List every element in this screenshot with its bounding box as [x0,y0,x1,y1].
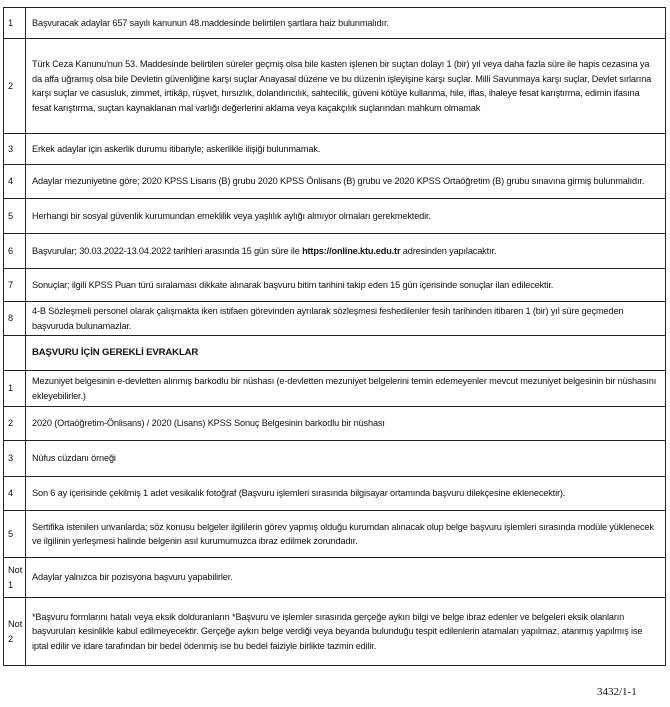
row-number: 3 [4,134,26,165]
application-url-link[interactable]: https://online.ktu.edu.tr [302,245,401,256]
row-number: 3 [4,441,26,477]
row-text: Herhangi bir sosyal güvenlik kurumundan emeklilik veya yaşlılık aylığı almıyor olmaları gerekmektedir. [26,199,666,234]
table-row [4,511,666,558]
row-text: Başvuracak adaylar 657 sayılı kanunun 48.maddesinde belirtilen şartlara haiz bulunmalıdır. [26,8,666,39]
row-text: 4-B Sözleşmeli personel olarak çalışmakta iken istifaen görevinden ayrılarak sözleşmesi feshedilenler fesih tarihinden itibaren 1 (bir) yıl süre geçmeden başvuruda bulunamazlar. [26,302,666,336]
row-text: Erkek adaylar için askerlik durumu itibariyle; askerlikle ilişiği bulunmamak. [26,134,666,165]
row-number: 7 [4,269,26,302]
row-number: 1 [4,8,26,39]
table-row [4,39,666,134]
table-row [4,302,666,336]
row-text: Sertifika istenilen unvanlarda; söz konusu belgeler ilgililerin görev yapmış olduğu kurumdan alınacak olup belge başvuru işlemleri sırasında modüle yüklenecek ve ilgilinin yerleşmesi halinde belgenin asıl kurumumuzca ibraz edilmek zorundadır. [26,511,666,558]
table-row [4,269,666,302]
row-number: 5 [4,199,26,234]
section-heading-row [4,336,666,371]
row-text: Nüfus cüzdanı örneği [26,441,666,477]
table-row [4,134,666,165]
row-number: 1 [4,371,26,407]
note-text: Adaylar yalnızca bir pozisyona başvuru yapabilirler. [26,558,666,598]
table-row [4,199,666,234]
note-label: Not 2 [4,598,26,666]
row-text [26,234,666,269]
row-number: 4 [4,165,26,199]
row-text: Son 6 ay içerisinde çekilmiş 1 adet vesikalık fotoğraf (Başvuru işlemleri sırasında bilgisayar ortamında başvuru dilekçesine eklenecektir). [26,477,666,511]
documents-heading: BAŞVURU İÇİN GEREKLİ EVRAKLAR [26,336,666,371]
text-before-url: Başvurular; 30.03.2022-13.04.2022 tarihleri arasında 15 gün süre ile [32,245,303,256]
row-text: 2020 (Ortaöğretim-Önlisans) / 2020 (Lisans) KPSS Sonuç Belgesinin barkodlu bir nüshası [26,407,666,441]
table-row [4,165,666,199]
row-number: 8 [4,302,26,336]
note-text: *Başvuru formlarını hatalı veya eksik dolduranların *Başvuru ve işlemler sırasında gerçeğe aykırı bilgi ve belge ibraz edenler ve belgeleri eksik olanların başvuruları kesinlikle kabul edilmeyecektir. Gerçeğe aykırı belge verdiği veya beyanda bulunduğu tespit edilenlerin atamaları yapılmaz, atanmış yapılmış ise iptal edilir ve idare tarafından bir bedel ödenmiş ise bu bedel faiziyle birlikte tazmin edilir. [26,598,666,666]
table-row [4,477,666,511]
table-row [4,8,666,39]
row-text: Mezuniyet belgesinin e-devletten alınmış barkodlu bir nüshası (e-devletten mezuniyet belgelerini temin edemeyenler mevcut mezuniyet belgesinin bir nüshasını ekleyebilirler.) [26,371,666,407]
row-text: Adaylar mezuniyetine göre; 2020 KPSS Lisans (B) grubu 2020 KPSS Önlisans (B) grubu ve 2020 KPSS Ortaöğretim (B) grubu sınavına girmiş bulunmalıdır. [26,165,666,199]
row-text: Sonuçlar; ilgili KPSS Puan türü sıralaması dikkate alınarak başvuru bitim tarihini takip eden 15 gün içerisinde sonuçlar ilan edilecektir. [26,269,666,302]
table-row [4,441,666,477]
row-number: 2 [4,39,26,134]
requirements-table [3,7,666,666]
row-number: 6 [4,234,26,269]
row-number [4,336,26,371]
row-number: 5 [4,511,26,558]
note-row [4,598,666,666]
table-row [4,371,666,407]
note-label: Not 1 [4,558,26,598]
row-number: 4 [4,477,26,511]
table-row [4,234,666,269]
row-text: Türk Ceza Kanunu'nun 53. Maddesinde belirtilen süreler geçmiş olsa bile kasten işlenen bir suçtan dolayı 1 (bir) yıl veya daha fazla süre ile hapis cezasına ya da affa uğramış olsa bile Devletin güvenliğine karşı suçlar Anayasal düzene ve bu düzenin işleyişine karşı suçlar. Milli Savunmaya karşı suçlar, Devlet sırlarına karşı suçlar ve casusluk, zimmet, irtikâp, rüşvet, hırsızlık, dolandırıcılık, sahtecilik, güveni kötüye kullanma, hile, iflas, ihaleye fesat karıştırma, edimin ifasına fesat karıştırma, suçtan kaynaklanan mal varlığı değerlerini aklama veya kaçakçılık suçlarından mahkum olmamak [26,39,666,134]
note-row [4,558,666,598]
table-row [4,407,666,441]
text-after-url: adresinden yapılacaktır. [400,245,497,256]
document-code: 3432/1-1 [597,686,637,698]
row-number: 2 [4,407,26,441]
